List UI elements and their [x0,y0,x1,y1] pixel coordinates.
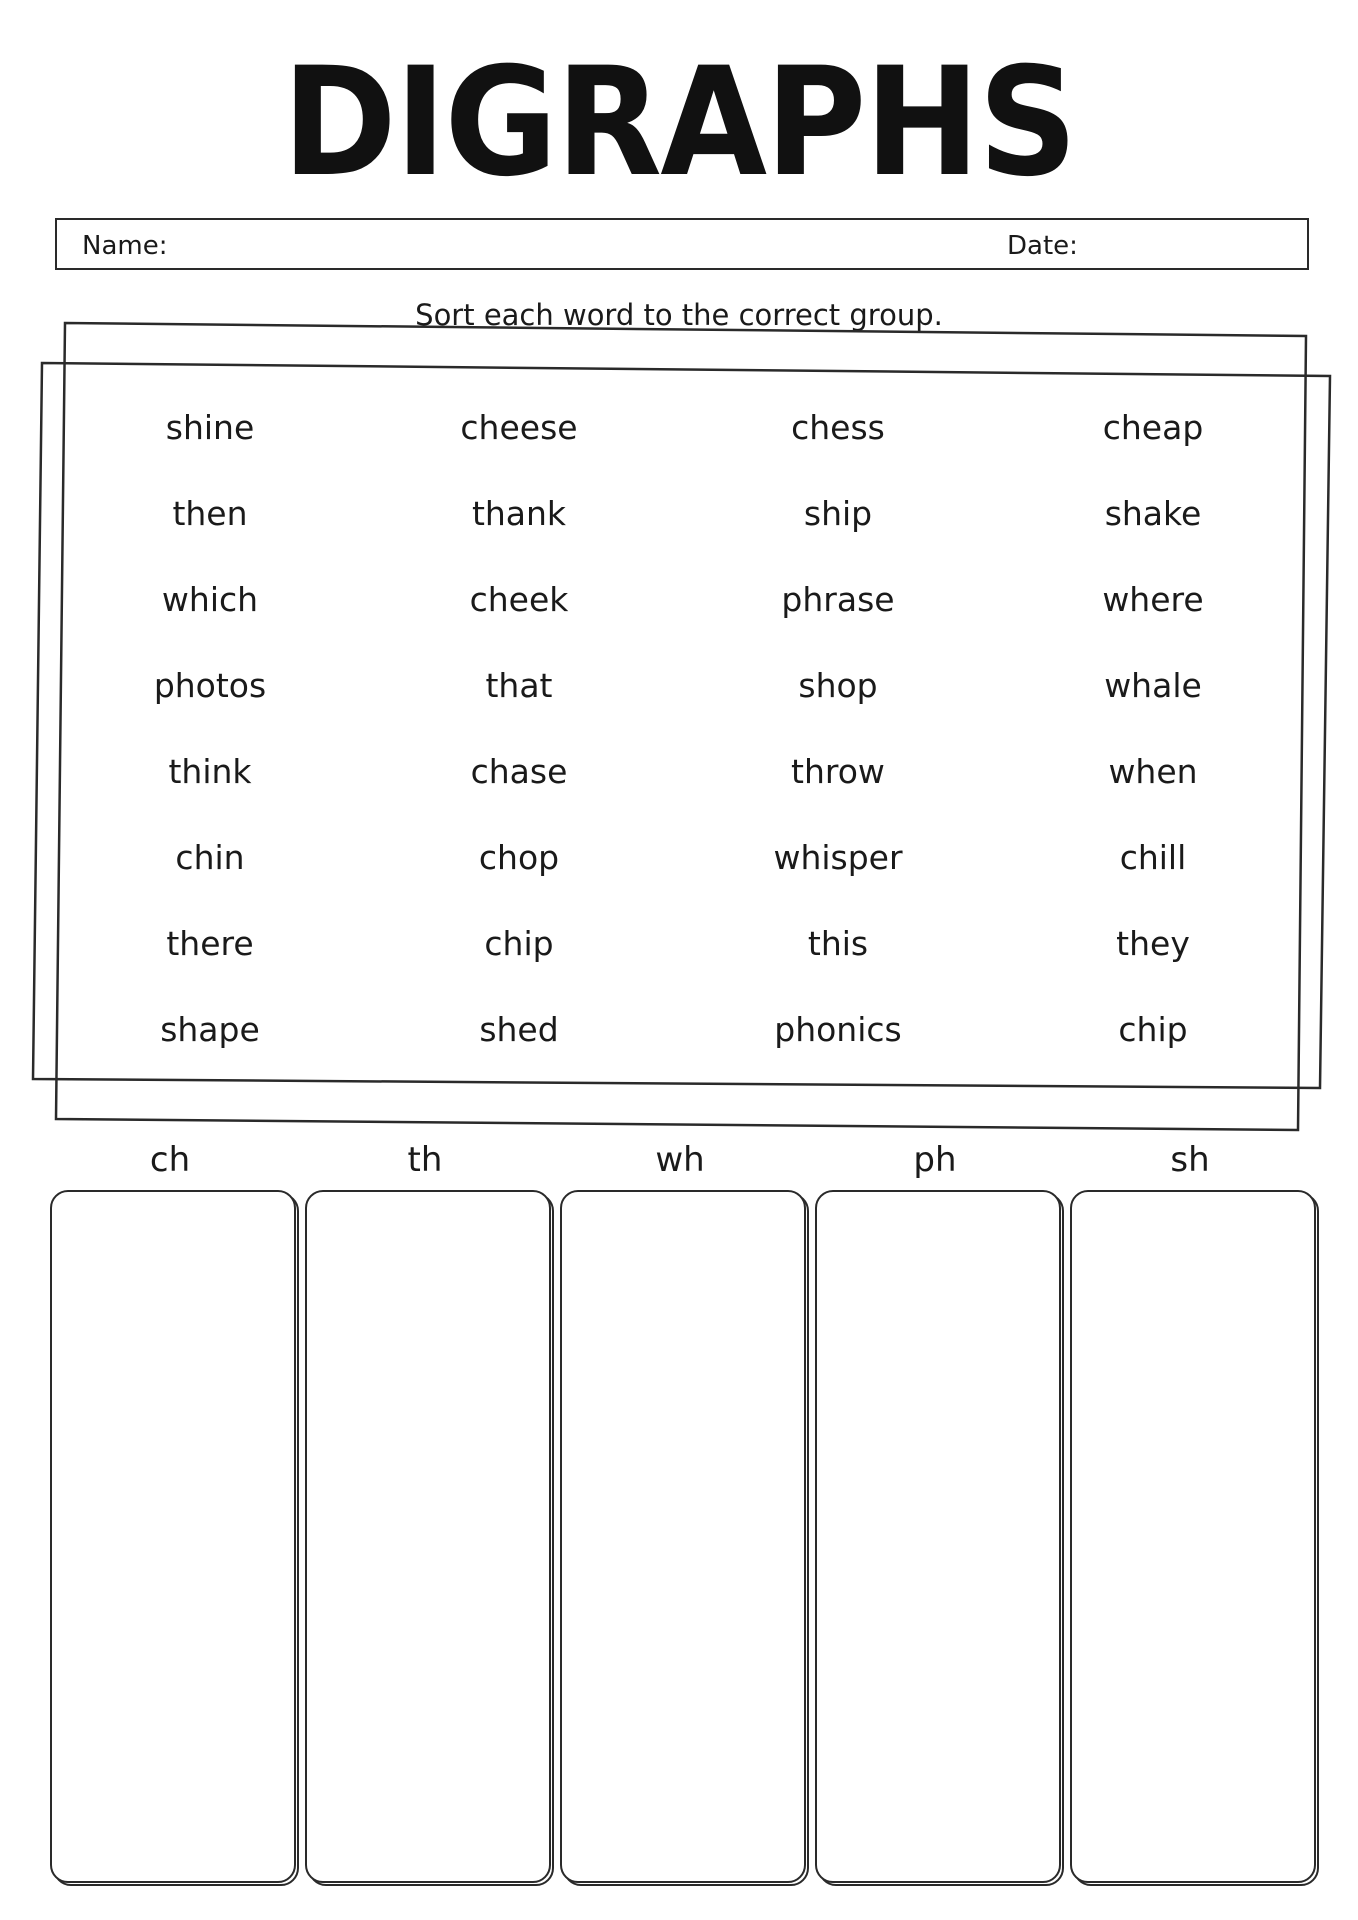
word-card[interactable]: that [485,666,553,705]
word-card[interactable]: throw [791,752,885,791]
worksheet-title: DIGRAPHS [282,36,1076,210]
word-card[interactable]: photos [153,666,267,705]
word-card[interactable]: chip [1118,1010,1188,1049]
word-card[interactable]: chop [478,838,560,877]
instruction-text: Sort each word to the correct group. [415,298,943,332]
group-label-th: th [407,1140,443,1180]
word-card[interactable]: cheap [1102,408,1204,447]
group-label-sh: sh [1170,1140,1210,1180]
word-card[interactable]: this [807,924,869,963]
word-card[interactable]: shake [1104,494,1202,533]
word-card[interactable]: chess [791,408,885,447]
group-label-ch: ch [149,1140,191,1180]
word-card[interactable]: there [166,924,254,963]
word-card[interactable]: cheek [469,580,569,619]
word-card[interactable]: phrase [781,580,895,619]
word-card[interactable]: shop [798,666,878,705]
word-card[interactable]: then [172,494,248,533]
word-card[interactable]: cheese [460,408,578,447]
group-label-wh: wh [655,1140,705,1180]
sort-box-ph[interactable] [815,1190,1061,1883]
word-card[interactable]: whale [1104,666,1202,705]
word-card[interactable]: where [1102,580,1204,619]
sort-box-th[interactable] [305,1190,551,1883]
word-card[interactable]: ship [803,494,873,533]
word-card[interactable]: whisper [773,838,903,877]
word-card[interactable]: chin [175,838,245,877]
word-card[interactable]: shine [165,408,255,447]
word-card[interactable]: phonics [774,1010,902,1049]
word-card[interactable]: shed [479,1010,559,1049]
word-card[interactable]: chill [1119,838,1187,877]
name-label: Name: [82,231,168,261]
date-label: Date: [1007,231,1078,261]
word-card[interactable]: which [161,580,259,619]
word-card[interactable]: thank [471,494,567,533]
sort-box-ch[interactable] [50,1190,296,1883]
group-label-ph: ph [913,1140,957,1180]
sort-box-sh[interactable] [1070,1190,1316,1883]
word-card[interactable]: think [168,752,252,791]
sort-box-wh[interactable] [560,1190,806,1883]
word-card[interactable]: they [1116,924,1190,963]
word-card[interactable]: shape [160,1010,260,1049]
word-card[interactable]: chase [470,752,568,791]
word-card[interactable]: chip [484,924,554,963]
word-card[interactable]: when [1108,752,1198,791]
